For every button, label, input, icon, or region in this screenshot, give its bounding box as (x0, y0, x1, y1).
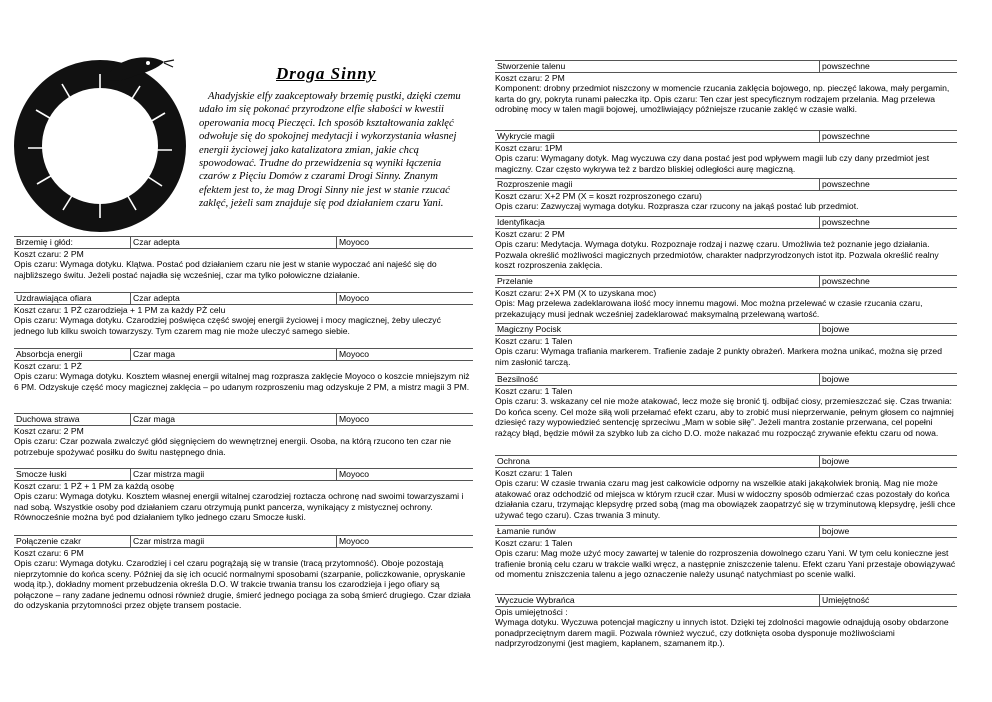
spell-category: bojowe (819, 526, 849, 537)
spell-description: Opis czaru: Czar pozwala zwalczyć głód sięgnięciem do wewnętrznej energii. Osoba, na którą rzucono ten czar nie potrzebuje spożywać posiłku do świtu następnego dnia. (14, 436, 452, 457)
spell-level: Czar maga (130, 414, 175, 425)
spell-header (495, 594, 957, 607)
spell-level: Czar mistrza magii (130, 536, 204, 547)
spell-cost: Koszt czaru: 2 PM (14, 249, 84, 259)
spell-name: Brzemię i głód: (16, 237, 73, 247)
spell-domain: Moyoco (336, 349, 369, 360)
spell-name: Połączenie czakr (16, 536, 81, 546)
spell-header (14, 535, 473, 548)
spell-level: Czar maga (130, 349, 175, 360)
spell-header (14, 413, 473, 426)
spell-cost: Koszt czaru: 1 Talen (495, 468, 573, 478)
spell-name: Uzdrawiająca ofiara (16, 293, 92, 303)
spell-domain: Moyoco (336, 237, 369, 248)
spell-domain: Moyoco (336, 414, 369, 425)
spell-description: Wymaga dotyku. Wyczuwa potencjał magiczny u innych istot. Dzięki tej zdolności magowie odnajdują osoby obdarzone ponadprzeciętnym darem magii. Pozwala również wyczuć, czy dotknięta osoba dysponuje możliwościami nadprzyrodzonymi (jest magiem, kapłanem, szamanem itp.). (495, 617, 949, 649)
spell-entry (14, 468, 473, 523)
spell-entry (14, 292, 473, 336)
spell-entry (495, 130, 957, 174)
spell-entry (495, 216, 957, 271)
spell-description: Opis czaru: 3. wskazany cel nie może atakować, lecz może się bronić tj. odbijać ciosy, przemieszczać się. Czas trwania: Do końca sceny. Cel może siłą woli przełamać efekt czaru, aby to zrobić musi nieprzerwanie, pełnym głosem co najmniej dziesięć razy wypowiedzieć sentencję sprzeciwu „Mam w sobie siłę”. Jeżeli mantra zostanie przerwana, cel popełni rażący błąd, będzie mówił za szybko lub za cicho D.O. może nakazać mu rozpocząć zrywanie efektu czaru od nowa. (495, 396, 954, 438)
spell-description: Opis czaru: Medytacja. Wymaga dotyku. Rozpoznaje rodzaj i nazwę czaru. Umożliwia też poznanie jego działania. Pozwala określić możliwości magicznych przedmiotów, charakter nadprzyrodzonych istot itp. Pozwala określić realny koszt rozproszenia zaklęcia. (495, 239, 939, 271)
spell-name: Przelanie (497, 276, 533, 286)
spell-cost: Koszt czaru: 2 PM (14, 426, 84, 436)
spell-header (495, 130, 957, 143)
spell-category: powszechne (819, 61, 870, 72)
spell-header (495, 178, 957, 191)
spell-category: powszechne (819, 276, 870, 287)
spell-header (495, 525, 957, 538)
spell-name: Absorbcja energii (16, 349, 83, 359)
spell-cost: Koszt czaru: 1 PŻ + 1 PM za każdą osobę (14, 481, 175, 491)
spell-header (495, 323, 957, 336)
spell-domain: Moyoco (336, 293, 369, 304)
spell-domain: Moyoco (336, 536, 369, 547)
spell-entry (495, 455, 957, 520)
spell-description: Opis: Mag przelewa zadeklarowana ilość mocy innemu magowi. Moc można przelewać w czasie rzucania czaru, przekazujący musi jednak wcześniej zadeklarować maksymalną przelewaną wartość. (495, 298, 923, 319)
spell-category: bojowe (819, 374, 849, 385)
spell-entry (495, 525, 957, 580)
spell-header (14, 468, 473, 481)
spell-cost: Koszt czaru: 2+X PM (X to uzyskana moc) (495, 288, 657, 298)
spell-entry (495, 60, 957, 115)
spell-description: Opis czaru: Wymaga dotyku. Czarodziej poświęca część swojej energii życiowej i mocy magicznej, żeby uleczyć jednego lub kilku swoich towarzyszy. Tym czarem mag nie może uleczyć samego siebie. (14, 315, 441, 336)
spell-category: powszechne (819, 131, 870, 142)
spell-entry (495, 275, 957, 319)
spell-entry (495, 178, 957, 212)
spell-category: Umiejętność (819, 595, 869, 606)
spell-description: Opis czaru: Zazwyczaj wymaga dotyku. Rozprasza czar rzucony na jakąś postać lub przedmiot. (495, 201, 859, 212)
spell-name: Magiczny Pocisk (497, 324, 561, 334)
spell-name: Ochrona (497, 456, 530, 466)
spell-level: Czar mistrza magii (130, 469, 204, 480)
spell-header (495, 373, 957, 386)
spell-name: Wyczucie Wybrańca (497, 595, 575, 605)
spell-entry (14, 236, 473, 280)
spell-level: Czar adepta (130, 237, 180, 248)
spell-name: Stworzenie talenu (497, 61, 566, 71)
intro-text: Ahadyjskie elfy zaakceptowały brzemię pustki, dzięki czemu udało im się pokonać przyrodzone elfie słabości w kwestii operowania mocą Pieczęci. Ich sposób kształtowania zaklęć odwołuje się do spokojnej medytacji i wykorzystania własnej energii życiowej jako katalizatora zmian, jakie chcą spowodować. Trudne do przewidzenia są wyniki łączenia czarów z Pięciu Domów z czarami Drogi Sinny. Znanym efektem jest to, że mag Drogi Sinny nie jest w stanie rzucać zaklęć, jeżeli sam znajduje się pod działaniem czaru Yani. (199, 91, 461, 210)
spell-name: Bezsilność (497, 374, 539, 384)
spell-description: Opis czaru: Wymaga dotyku. Kosztem własnej energii witalnej mag rozprasza zaklęcie Moyoco o koszcie mniejszym niż 6 PM. Odzyskuje część mocy magicznej zaklęcia – po udanym rozproszeniu mag odzyskuje 2 PM, a mistrz magii 3 PM. (14, 371, 470, 392)
spell-entry (495, 594, 957, 649)
spell-cost: Koszt czaru: 1 PŻ czarodzieja + 1 PM za każdy PŻ celu (14, 305, 226, 315)
spell-entry (495, 323, 957, 367)
spell-domain: Moyoco (336, 469, 369, 480)
spell-header (495, 216, 957, 229)
spell-cost: Opis umiejętności : (495, 607, 568, 617)
spell-entry (495, 373, 957, 438)
spell-category: bojowe (819, 324, 849, 335)
spell-cost: Koszt czaru: 1 Talen (495, 538, 573, 548)
spell-name: Smocze łuski (16, 469, 67, 479)
spell-cost: Koszt czaru: 6 PM (14, 548, 84, 558)
ouroboros-serpent-illustration (2, 50, 198, 236)
spell-name: Rozproszenie magii (497, 179, 573, 189)
spell-header (14, 348, 473, 361)
spell-header (495, 60, 957, 73)
spell-entry (14, 348, 473, 392)
spell-entry (14, 535, 473, 610)
spell-cost: Koszt czaru: 1 PŻ (14, 361, 82, 371)
spell-cost: Koszt czaru: 2 PM (495, 73, 565, 83)
spell-header (495, 455, 957, 468)
spell-name: Duchowa strawa (16, 414, 80, 424)
spell-cost: Koszt czaru: 1 Talen (495, 386, 573, 396)
spell-description: Komponent: drobny przedmiot niszczony w momencie rzucania zaklęcia bojowego, np. pieczęć lakowa, mały pergamin, karta do gry, pokryta runami pałeczka itp. Opis czaru: Ten czar jest specyficznym rodzajem przelania. Mag przelewa odrobinę mocy w talen magii bojowej, umożliwiający późniejsze rzucanie zaklęć w czasie walki. (495, 83, 950, 115)
spell-description: Opis czaru: Wymaga dotyku. Klątwa. Postać pod działaniem czaru nie jest w stanie wypoczać ani najeść się do najbliższego świtu. Jeżeli postać najadła się wcześniej, czar ma tylko połowiczne działanie. (14, 259, 437, 280)
spell-cost: Koszt czaru: 1PM (495, 143, 563, 153)
spell-description: Opis czaru: Mag może użyć mocy zawartej w talenie do rozproszenia dowolnego czaru Yani. W tym celu konieczne jest trafienie bronią celu czaru w trakcie walki wręcz, a następnie zniszczenie talenu. Efekt czaru Yani przestaje obowiązywać od momentu zniszczenia talenu a jego oznaczenie należy usunąć natychmiast po scenie walki. (495, 548, 956, 580)
spell-header (14, 292, 473, 305)
spell-name: Wykrycie magii (497, 131, 555, 141)
spell-header (495, 275, 957, 288)
spell-description: Opis czaru: Wymaga dotyku. Czarodziej i cel czaru pogrążają się w transie (tracą przytomność). Oboje pozostają nieprzytomnie do końca sceny. Później da się ich ocucić normalnymi sposobami (szarpanie, policzkowanie, opryskanie wodą itp.), dokładny moment przebudzenia określa D.O. W trakcie trwania transu los czarodzieja i jego ofiary są połączone – rany zadane jednemu odnosi również drugie, śmierć jednego pociąga za sobą śmierć drugiego. Czar działa do odzyskania przytomności przez objęte transem postacie. (14, 558, 471, 611)
page-title: Droga Sinny (276, 64, 377, 83)
spell-cost: Koszt czaru: 2 PM (495, 229, 565, 239)
spell-level: Czar adepta (130, 293, 180, 304)
spell-category: powszechne (819, 179, 870, 190)
spell-name: Identyfikacja (497, 217, 545, 227)
spell-cost: Koszt czaru: X+2 PM (X = koszt rozproszonego czaru) (495, 191, 702, 201)
spell-name: Łamanie runów (497, 526, 556, 536)
spell-description: Opis czaru: Wymagany dotyk. Mag wyczuwa czy dana postać jest pod wpływem magii lub czy dany przedmiot jest magiczny. Czar często wykrywa też z bardzo bliskiej odległości aurę magiczną. (495, 153, 930, 174)
spell-description: Opis czaru: Wymaga dotyku. Kosztem własnej energii witalnej czarodziej roztacza ochronę nad swoimi towarzyszami i nad sobą. Wszystkie osoby pod działaniem czaru otrzymują punkt pancerza, wynikający z mistycznej ochrony. Równocześnie można być pod działaniem tylko jednego czaru Smocze łuski. (14, 491, 464, 523)
spell-category: powszechne (819, 217, 870, 228)
spell-entry (14, 413, 473, 457)
spell-description: Opis czaru: W czasie trwania czaru mag jest całkowicie odporny na wszelkie ataki jakąkolwiek bronią. Mag nie może atakować oraz odchodzić od miejsca w którym rzucił czar. Musi w widoczny sposób odmierzać czas pozostały do końca działania czaru, trzymając klepsydrę przed sobą (mag ma obowiązek zaopatrzyć się w trzyminutową klepsydrę, jeśli chce używać tego czaru). Czas trwania 3 minuty. (495, 478, 956, 520)
spell-description: Opis czaru: Wymaga trafiania markerem. Trafienie zadaje 2 punkty obrażeń. Markera można unikać, można się przed nim zasłonić tarczą. (495, 346, 942, 367)
spell-category: bojowe (819, 456, 849, 467)
spell-cost: Koszt czaru: 1 Talen (495, 336, 573, 346)
spell-header (14, 236, 473, 249)
